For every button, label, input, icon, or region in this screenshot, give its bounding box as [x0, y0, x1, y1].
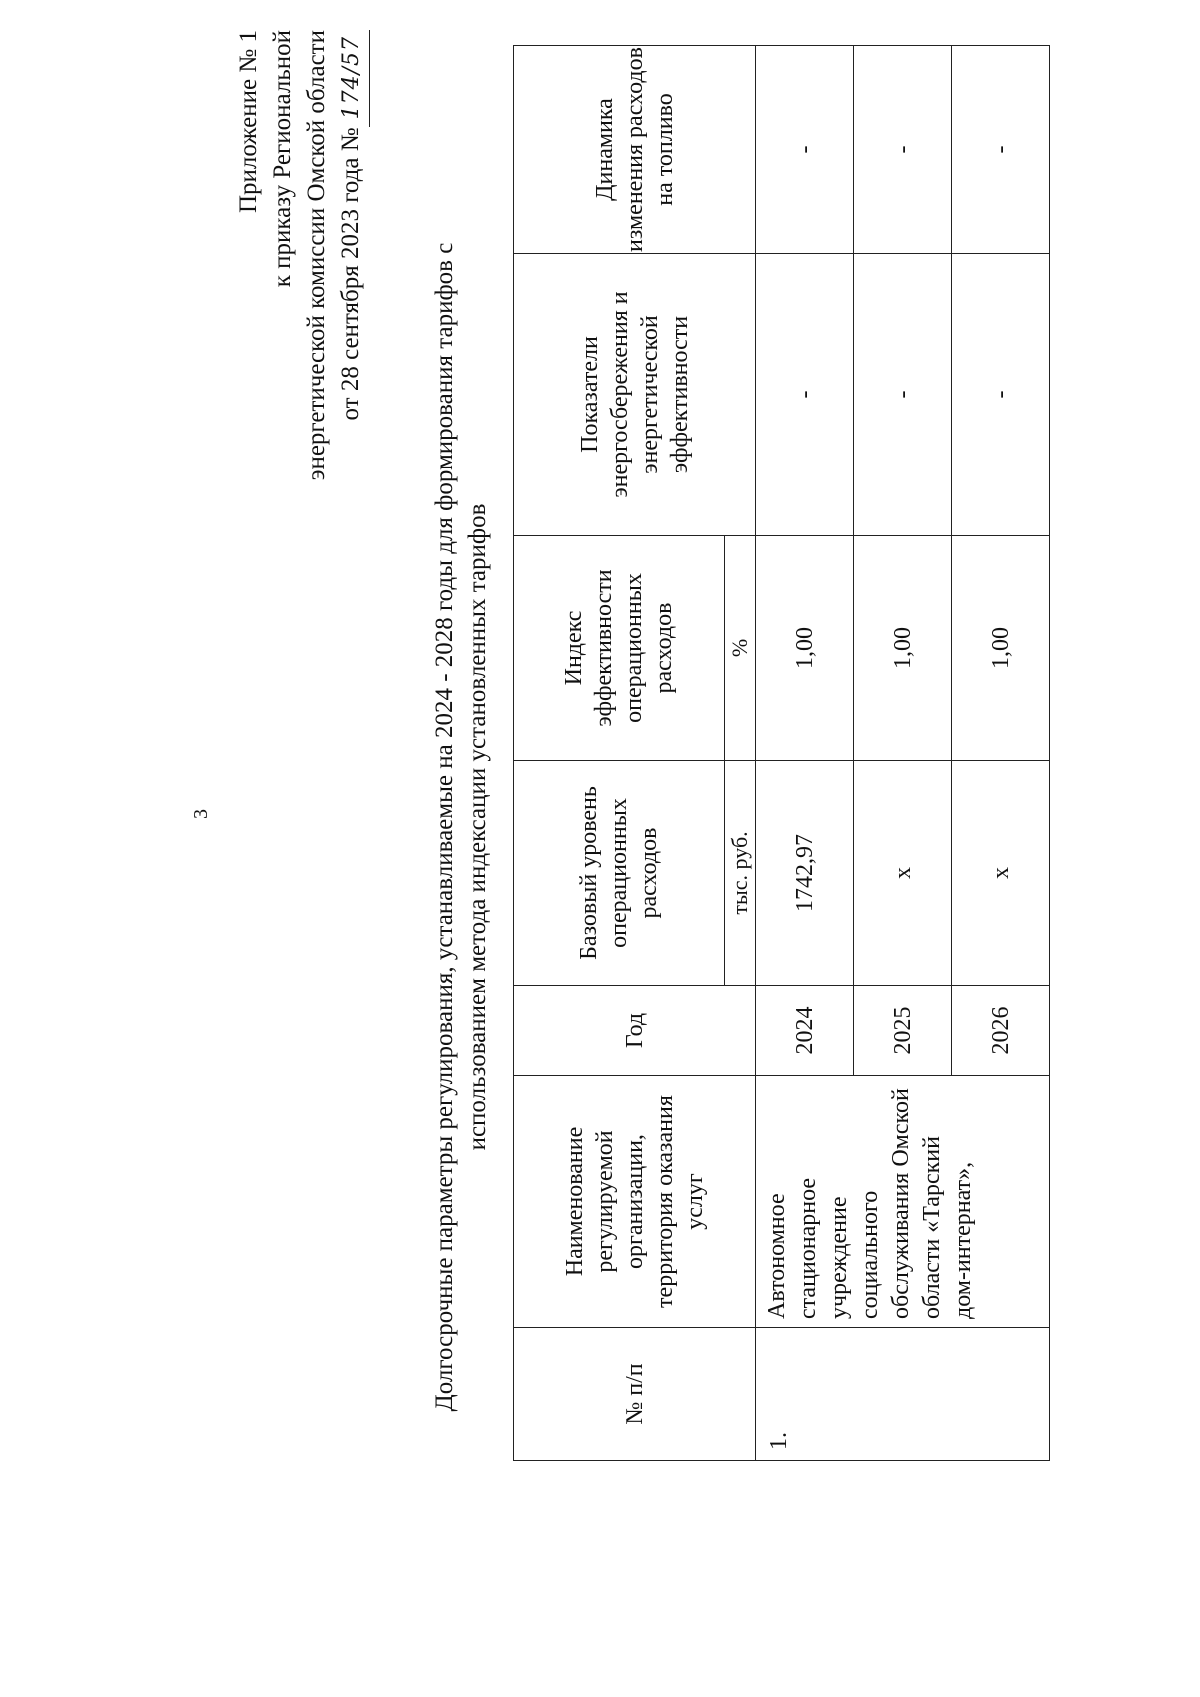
- header-num: № п/п: [514, 1328, 756, 1461]
- title-line-2: использованием метода индексации установленных тарифов: [464, 503, 491, 1151]
- unit-index: %: [725, 536, 756, 761]
- appendix-line-1: Приложение № 1: [235, 30, 262, 214]
- organization-name: Автономное стационарное учреждение социального обслуживания Омской области «Тарский дом-интернат»,: [756, 1076, 1050, 1328]
- fuel-cell: -: [854, 46, 952, 254]
- appendix-line-3: энергетической комиссии Омской области: [303, 30, 330, 481]
- base-level-cell: х: [952, 761, 1050, 986]
- appendix-block: [232, 30, 370, 650]
- row-number: 1.: [756, 1328, 1050, 1461]
- fuel-cell: -: [756, 46, 854, 254]
- header-row: [514, 46, 725, 1461]
- base-level-cell: 1742,97: [756, 761, 854, 986]
- year-cell: 2026: [952, 986, 1050, 1076]
- header-year: Год: [514, 986, 756, 1076]
- year-cell: 2024: [756, 986, 854, 1076]
- base-level-cell: х: [854, 761, 952, 986]
- tariff-parameters-table: [513, 45, 1050, 1461]
- energy-cell: -: [756, 254, 854, 536]
- header-efficiency-index: Индекс эффективности операционных расходов: [514, 536, 725, 761]
- index-cell: 1,00: [952, 536, 1050, 761]
- year-cell: 2025: [854, 986, 952, 1076]
- index-cell: 1,00: [854, 536, 952, 761]
- table-row: [756, 46, 854, 1461]
- energy-cell: -: [854, 254, 952, 536]
- appendix-date-prefix: от 28 сентября 2023 года №: [337, 127, 364, 421]
- title-line-1: Долгосрочные параметры регулирования, устанавливаемые на 2024 - 2028 годы для формирования тарифов с: [431, 242, 458, 1412]
- handwritten-doc-number: 174/57: [335, 30, 370, 127]
- energy-cell: -: [952, 254, 1050, 536]
- appendix-line-2: к приказу Региональной: [269, 30, 296, 288]
- header-base-level: Базовый уровень операционных расходов: [514, 761, 725, 986]
- header-org: Наименование регулируемой организации, территория оказания услуг: [514, 1076, 756, 1328]
- appendix-line-4: [334, 30, 370, 650]
- fuel-cell: -: [952, 46, 1050, 254]
- document-title: [428, 107, 494, 1547]
- page-number: 3: [190, 809, 212, 819]
- unit-base: тыс. руб.: [725, 761, 756, 986]
- header-energy-saving: Показатели энергосбережения и энергетической эффективности: [514, 254, 756, 536]
- header-fuel-dynamics: Динамика изменения расходов на топливо: [514, 46, 756, 254]
- index-cell: 1,00: [756, 536, 854, 761]
